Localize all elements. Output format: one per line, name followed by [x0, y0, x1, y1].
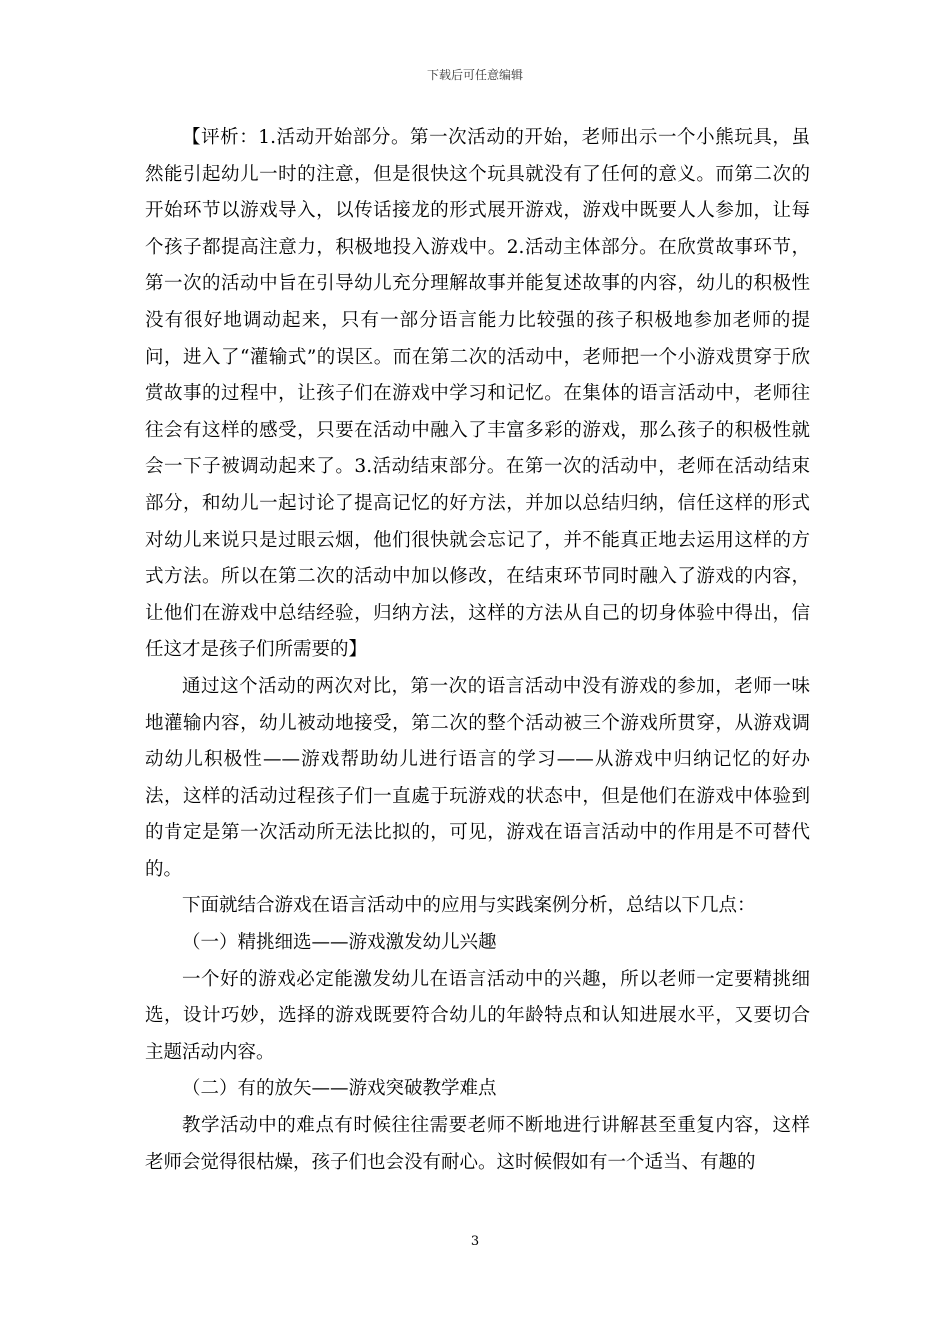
document-body: [145, 120, 810, 1181]
section-heading-2: （二）有的放矢——游戏突破教学难点: [182, 1078, 497, 1100]
paragraph-summary-intro: 下面就结合游戏在语言活动中的应用与实践案例分析，总结以下几点：: [182, 895, 756, 917]
paragraph-comparison: 通过这个活动的两次对比，第一次的语言活动中没有游戏的参加，老师一味地灌输内容，幼儿被动地接受，第二次的整个活动被三个游戏所贯穿，从游戏调动幼儿积极性——游戏帮助幼儿进行语言的学习——从游戏中归纳记忆的好办法，这样的活动过程孩子们一直處于玩游戏的状态中，但是他们在游戏中体验到的肯定是第一次活动所无法比拟的，可见，游戏在语言活动中的作用是不可替代的。: [145, 675, 810, 880]
page-number: 3: [470, 1234, 480, 1249]
paragraph-section-1: 一个好的游戏必定能激发幼儿在语言活动中的兴趣，所以老师一定要精挑细选，设计巧妙，选择的游戏既要符合幼儿的年龄特点和认知进展水平，又要切合主题活动内容。: [145, 968, 810, 1063]
paragraph-section-2: 教学活动中的难点有时候往往需要老师不断地进行讲解甚至重复内容，这样老师会觉得很枯燥，孩子们也会没有耐心。这时候假如有一个适当、有趣的: [145, 1115, 810, 1173]
section-heading-1: （一）精挑细选——游戏激发幼儿兴趣: [182, 932, 497, 954]
page-header: 下载后可任意编辑: [426, 68, 523, 82]
paragraph-commentary: 【评析：1.活动开始部分。第一次活动的开始，老师出示一个小熊玩具，虽然能引起幼儿一时的注意，但是很快这个玩具就没有了任何的意义。而第二次的开始环节以游戏导入，以传话接龙的形式展开游戏，游戏中既要人人参加，让每个孩子都提高注意力，积极地投入游戏中。2.活动主体部分。在欣赏故事环节，第一次的活动中旨在引导幼儿充分理解故事并能复述故事的内容，幼儿的积极性没有很好地调动起来，只有一部分语言能力比较强的孩子积极地参加老师的提问，进入了“灌输式”的误区。而在第二次的活动中，老师把一个小游戏贯穿于欣赏故事的过程中，让孩子们在游戏中学习和记忆。在集体的语言活动中，老师往往会有这样的感受，只要在活动中融入了丰富多彩的游戏，那么孩子的积极性就会一下子被调动起来了。3.活动结束部分。在第一次的活动中，老师在活动结束部分，和幼儿一起讨论了提高记忆的好方法，并加以总结归纳，信任这样的形式对幼儿来说只是过眼云烟，他们很快就会忘记了，并不能真正地去运用这样的方式方法。所以在第二次的活动中加以修改，在结束环节同时融入了游戏的内容，让他们在游戏中总结经验，归纳方法，这样的方法从自己的切身体验中得出，信任这才是孩子们所需要的】: [145, 127, 810, 661]
